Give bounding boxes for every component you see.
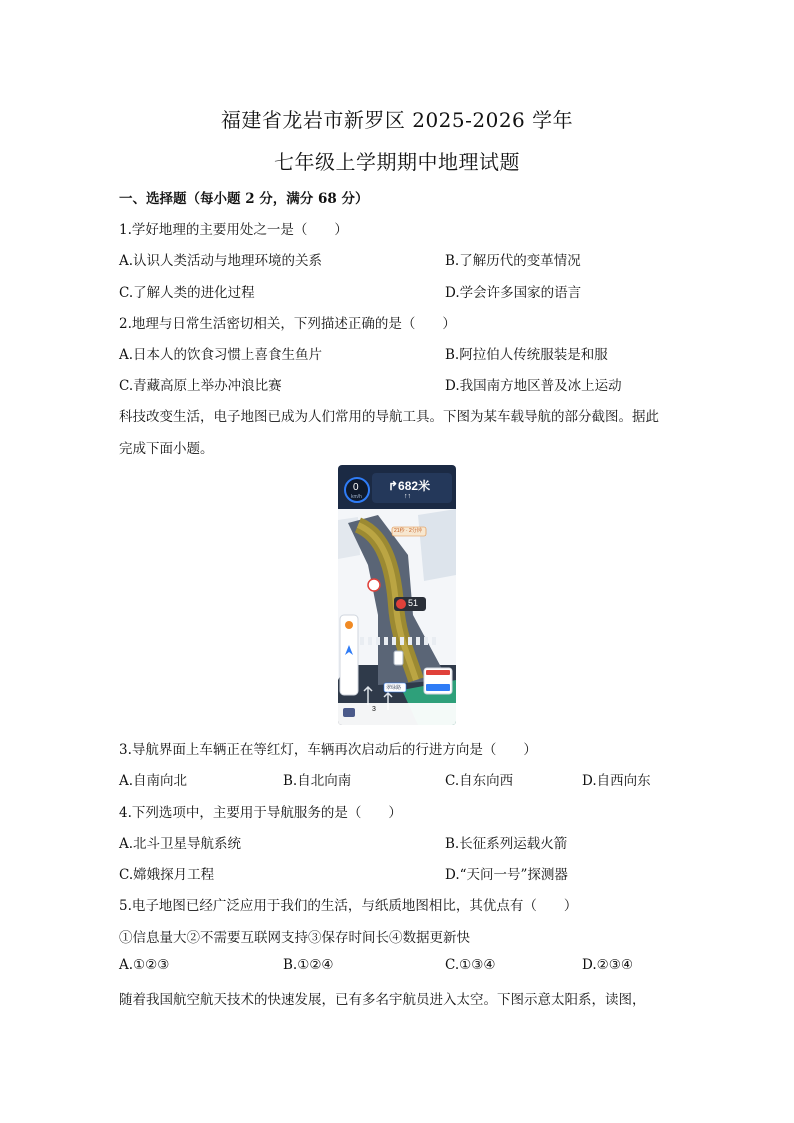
- nav-distance: ↱682米: [388, 479, 431, 493]
- document-title-line2: 七年级上学期期中地理试题: [274, 150, 520, 174]
- q1-option-a: A.认识人类活动与地理环境的关系: [119, 253, 323, 269]
- q5-option-a: A.①②③: [119, 957, 170, 973]
- q3-option-a: A.自南向北: [119, 773, 188, 789]
- q1-stem: 1.学好地理的主要用处之一是（ ）: [119, 222, 348, 238]
- voice-icon: [345, 621, 353, 629]
- q2-option-d: D.我国南方地区普及冰上运动: [445, 378, 622, 394]
- q5-statement: ①信息量大②不需要互联网支持③保存时间长④数据更新快: [119, 930, 470, 946]
- section-heading: 一、选择题（每小题 2 分，满分 68 分）: [119, 191, 369, 207]
- q3-option-c: C.自东向西: [445, 773, 514, 789]
- q4-stem: 4.下列选项中，主要用于导航服务的是（ ）: [119, 805, 402, 821]
- nav-speed-unit: km/h: [351, 494, 362, 500]
- q5-option-d: D.②③④: [582, 957, 633, 973]
- q4-option-a: A.北斗卫星导航系统: [119, 836, 242, 852]
- q5-stem: 5.电子地图已经广泛应用于我们的生活，与纸质地图相比，其优点有（ ）: [119, 898, 578, 914]
- document-title-line1: 福建省龙岩市新罗区 2025-2026 学年: [220, 108, 574, 132]
- q1-option-d: D.学会许多国家的语言: [445, 285, 582, 301]
- q5-option-c: C.①③④: [445, 957, 496, 973]
- passage1-line1: 科技改变生活，电子地图已成为人们常用的导航工具。下图为某车载导航的部分截图。据此: [119, 409, 659, 425]
- q4-option-b: B.长征系列运载火箭: [445, 836, 568, 852]
- q3-stem: 3.导航界面上车辆正在等红灯，车辆再次启动后的行进方向是（ ）: [119, 742, 537, 758]
- nav-speed: 0: [353, 482, 359, 493]
- q3-option-d: D.自西向东: [582, 773, 651, 789]
- q4-option-c: C.嫦娥探月工程: [119, 867, 215, 883]
- car-marker: [394, 651, 403, 665]
- q2-option-b: B.阿拉伯人传统服装是和服: [445, 347, 608, 363]
- q3-option-b: B.自北向南: [283, 773, 352, 789]
- nav-traffic-badge: 21秒 · 2分钟: [394, 528, 422, 534]
- q2-option-a: A.日本人的饮食习惯上喜食生鱼片: [119, 347, 323, 363]
- q2-stem: 2.地理与日常生活密切相关，下列描述正确的是（ ）: [119, 316, 456, 332]
- q5-option-b: B.①②④: [283, 957, 334, 973]
- q1-option-c: C.了解人类的进化过程: [119, 285, 255, 301]
- nav-page-number: 3: [372, 706, 376, 713]
- nav-light-countdown: 51: [408, 598, 419, 608]
- q4-option-d: D.“天问一号”探测器: [445, 867, 568, 883]
- navigation-screenshot: [338, 465, 456, 725]
- nav-lanes: ↑↑: [404, 493, 411, 500]
- q2-option-c: C.青藏高原上举办冲浪比赛: [119, 378, 282, 394]
- passage2-line1: 随着我国航空航天技术的快速发展，已有多名宇航员进入太空。下图示意太阳系，读图，: [119, 992, 646, 1008]
- nav-road-label: 翠绿路: [386, 685, 402, 691]
- parking-icon: [368, 579, 380, 591]
- q1-option-b: B.了解历代的变革情况: [445, 253, 581, 269]
- building-shape: [418, 509, 456, 581]
- passage1-line2: 完成下面小题。: [119, 441, 214, 457]
